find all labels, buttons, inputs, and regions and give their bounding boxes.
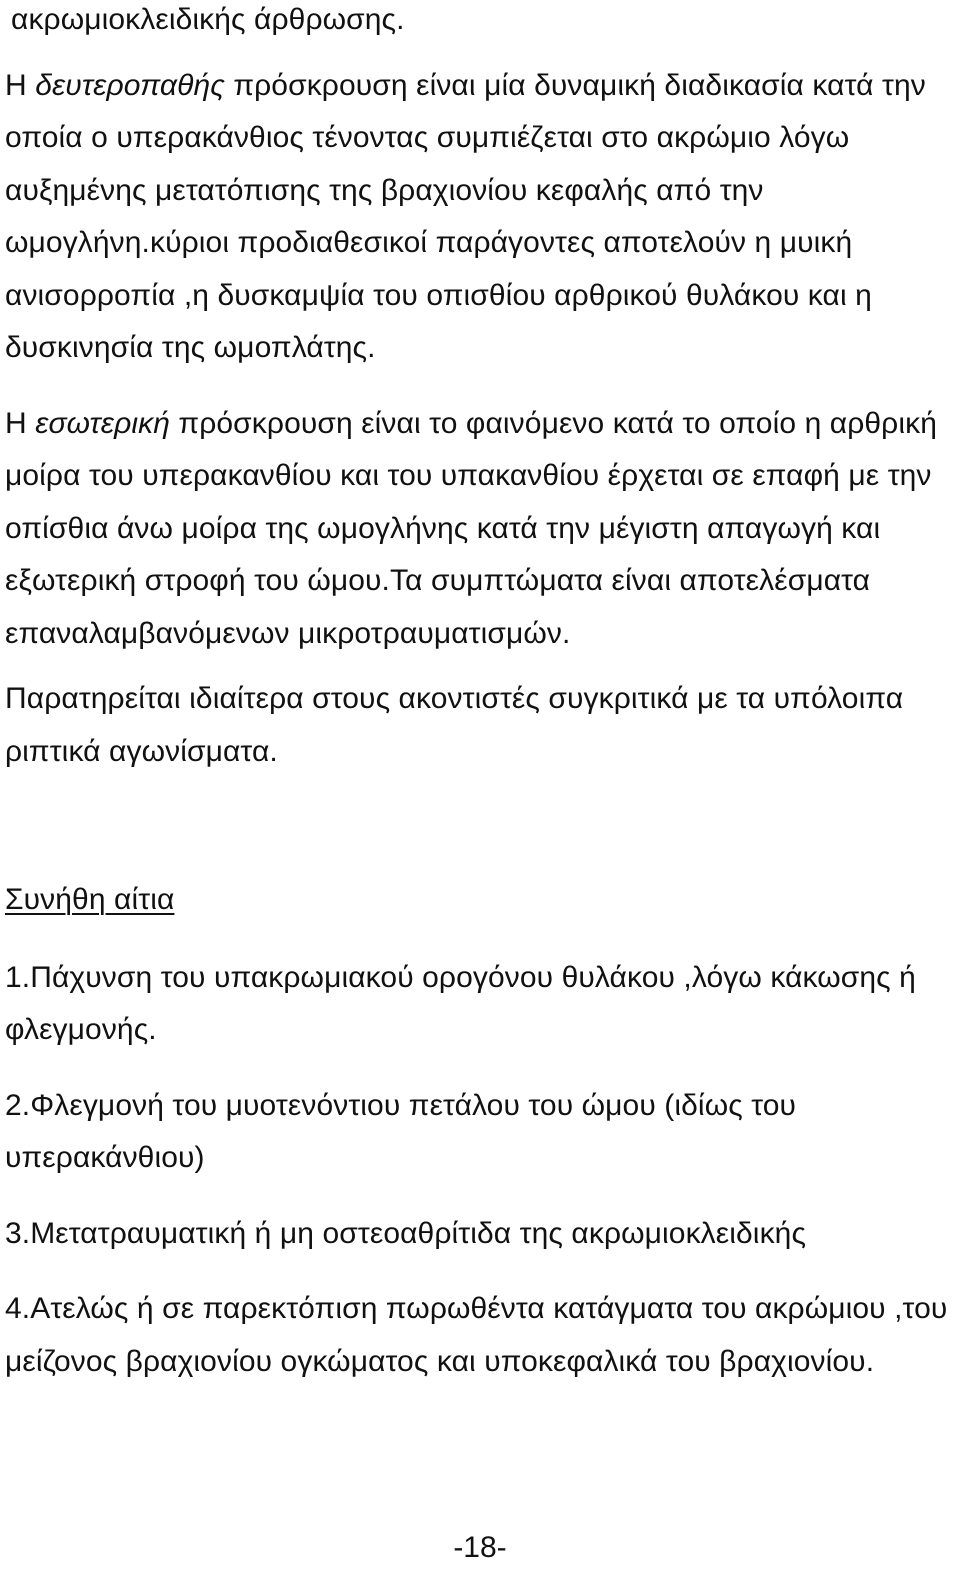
page-number: -18- — [453, 1531, 507, 1564]
term-secondary: δευτεροπαθής — [35, 68, 225, 102]
paragraph-start: Η — [5, 406, 36, 440]
causes-heading: Συνήθη αίτια — [5, 883, 175, 916]
paragraph-javelin-note: Παρατηρείται ιδιαίτερα στους ακοντιστές συγκριτικά με τα υπόλοιπα ριπτικά αγωνίσματα. — [5, 682, 904, 768]
paragraph-internal-impingement — [5, 398, 955, 661]
causes-heading-wrap — [5, 874, 955, 927]
document-body — [5, 0, 955, 1388]
cause-item-3: 3.Μετατραυματική ή μη οστεοαθρίτιδα της ακρωμιοκλειδικής — [5, 1216, 807, 1250]
paragraph-rest: πρόσκρουση είναι το φαινόμενο κατά το οποίο η αρθρική μοίρα του υπερακανθίου και του υπακανθίου έρχεται σε επαφή με την οπίσθια άνω μοίρα της ωμογλήνης κατά την μέγιστη απαγωγή και εξωτερική στροφή του ώμου.Τα συμπτώματα είναι αποτελέσματα επαναλαμβανόμενων μικροτραυματισμών. — [5, 406, 938, 650]
paragraph-rest: πρόσκρουση είναι μία δυναμική διαδικασία κατά την οποία ο υπερακάνθιος τένοντας συμπιέζεται στο ακρώμιο λόγω αυξημένης μετατόπισης της βραχιονίου κεφαλής από την ωμογλήνη.κύριοι προδιαθεσικοί παράγοντες αποτελούν η μυική ανισορροπία ,η δυσκαμψία του οπισθίου αρθρικού θυλάκου και η δυσκινησία της ωμοπλάτης. — [5, 68, 926, 364]
cause-item-4: 4.Ατελώς ή σε παρεκτόπιση πωρωθέντα κατάγματα του ακρώμιου ,του μείζονος βραχιονίου ογκώματος και υποκεφαλικά του βραχιονίου. — [5, 1292, 948, 1378]
term-internal: εσωτερική — [35, 406, 170, 440]
paragraph-secondary-impingement — [5, 60, 955, 375]
cause-item-2: 2.Φλεγμονή του μυοτενόντιου πετάλου του ώμου (ιδίως του υπερακάνθιου) — [5, 1088, 797, 1174]
cause-item-1: 1.Πάχυνση του υπακρωμιακού ορογόνου θυλάκου ,λόγω κάκωσης ή φλεγμονής. — [5, 960, 916, 1046]
paragraph-start: Η — [5, 68, 36, 102]
intro-fragment: ακρωμιοκλειδικής άρθρωσης. — [11, 3, 405, 36]
